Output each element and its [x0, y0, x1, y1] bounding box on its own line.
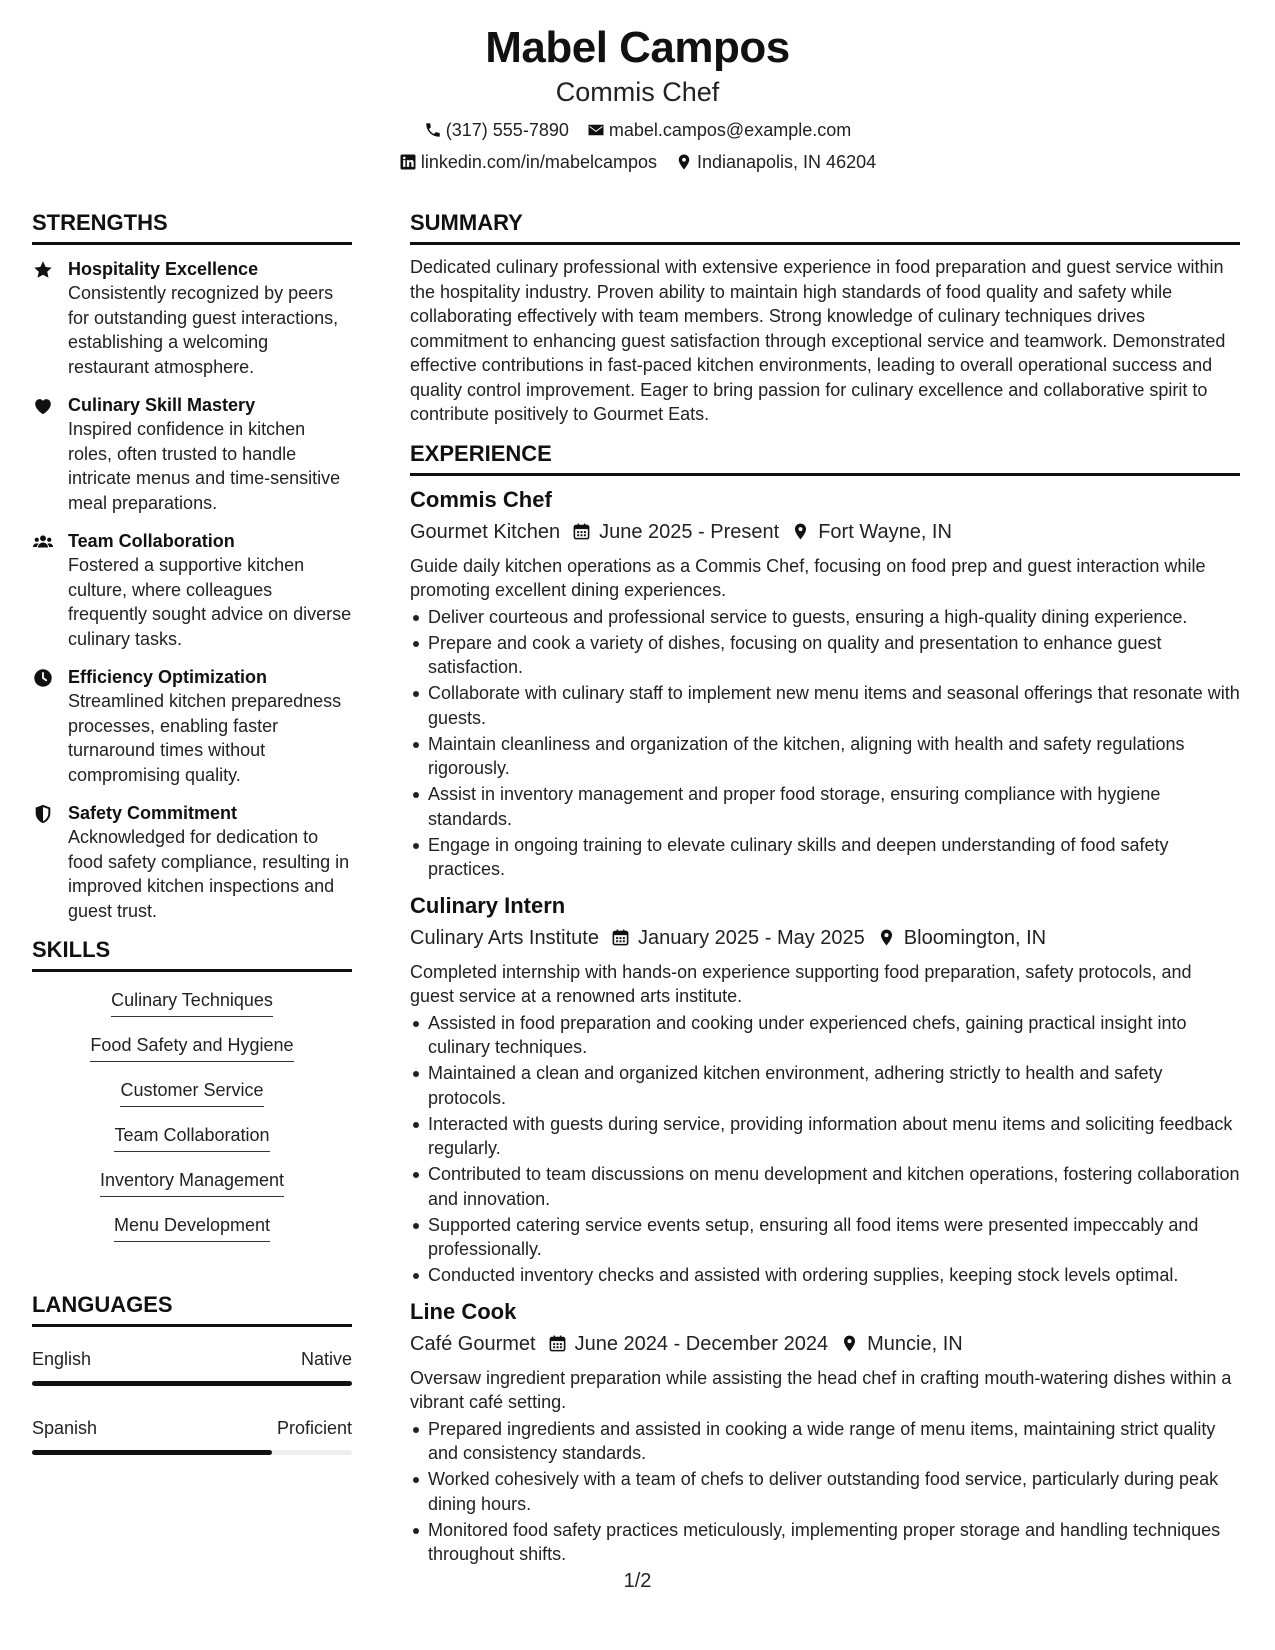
strength-title: Hospitality Excellence: [68, 259, 259, 279]
strengths-heading: STRENGTHS: [32, 210, 352, 245]
experience-heading: EXPERIENCE: [410, 441, 1240, 476]
skill-tag: Menu Development: [114, 1213, 270, 1242]
job-bullets: [410, 605, 1240, 882]
job-location: Muncie, IN: [867, 1332, 963, 1355]
strength-item: [32, 665, 352, 787]
strength-item: [32, 257, 352, 379]
job-bullet: Collaborate with culinary staff to implement new menu items and seasonal offerings that resonate with guests.: [410, 681, 1240, 730]
map-pin-icon: [791, 522, 810, 541]
job-company: Gourmet Kitchen: [410, 520, 561, 543]
calendar-icon: [548, 1334, 567, 1353]
map-pin-icon: [877, 928, 896, 947]
strength-item: [32, 529, 352, 651]
language-level: Native: [300, 1349, 352, 1369]
email-text[interactable]: mabel.campos@example.com: [608, 120, 852, 140]
job-location: Fort Wayne, IN: [818, 520, 952, 543]
contact-row-2: [0, 150, 1275, 174]
skill-tag: Culinary Techniques: [111, 988, 273, 1017]
linkedin-text[interactable]: linkedin.com/in/mabelcampos: [420, 152, 657, 172]
skills-section: [32, 937, 352, 1258]
contact-linkedin[interactable]: [399, 150, 657, 174]
job-bullet: Contributed to team discussions on menu development and kitchen operations, fostering collaboration and innovation.: [410, 1162, 1240, 1211]
strength-desc: Streamlined kitchen preparedness processes, enabling faster turnaround times without compromising quality.: [68, 691, 342, 785]
job-bullet: Engage in ongoing training to elevate culinary skills and deepen understanding of food safety practices.: [410, 833, 1240, 882]
candidate-role: Commis Chef: [555, 77, 720, 107]
strength-item: [32, 393, 352, 515]
job-location: Bloomington, IN: [903, 926, 1047, 949]
job-title: Commis Chef: [410, 486, 552, 512]
language-name: Spanish: [32, 1418, 98, 1438]
star-icon: [32, 259, 54, 281]
contact-location: [675, 150, 876, 174]
job-description: Completed internship with hands-on experience supporting food preparation, safety protocols, and guest service at a renowned arts institute.: [410, 961, 1192, 1006]
strength-desc: Acknowledged for dedication to food safety compliance, resulting in improved kitchen inspections and guest trust.: [68, 827, 350, 921]
strength-title: Efficiency Optimization: [68, 667, 268, 687]
strength-title: Team Collaboration: [68, 531, 235, 551]
job-bullets: [410, 1417, 1240, 1567]
calendar-icon: [572, 522, 591, 541]
job-dates: January 2025 - May 2025: [637, 926, 865, 949]
job-entry: [410, 1298, 1240, 1567]
languages-section: [32, 1292, 352, 1455]
phone-text: (317) 555-7890: [445, 120, 569, 140]
job-title: Culinary Intern: [410, 892, 566, 918]
summary-section: [410, 210, 1240, 427]
job-bullet: Maintained a clean and organized kitchen environment, adhering strictly to health and safety protocols.: [410, 1061, 1240, 1110]
skill-tag: Customer Service: [120, 1078, 263, 1107]
skill-tag: Food Safety and Hygiene: [90, 1033, 293, 1062]
experience-section: [410, 441, 1240, 1567]
job-bullets: [410, 1011, 1240, 1288]
job-bullet: Assisted in food preparation and cooking under experienced chefs, gaining practical insight into culinary techniques.: [410, 1011, 1240, 1060]
resume-header: [0, 22, 1275, 174]
language-bar: [32, 1381, 352, 1386]
job-bullet: Conducted inventory checks and assisted with ordering supplies, keeping stock levels optimal.: [410, 1263, 1240, 1288]
heart-icon: [32, 395, 54, 417]
strength-desc: Fostered a supportive kitchen culture, where colleagues frequently sought advice on diverse culinary tasks.: [68, 555, 352, 649]
job-bullet: Worked cohesively with a team of chefs to deliver outstanding food service, particularly during peak dining hours.: [410, 1467, 1240, 1516]
envelope-icon: [587, 121, 605, 139]
calendar-icon: [611, 928, 630, 947]
job-entry: [410, 892, 1240, 1288]
language-level: Proficient: [276, 1418, 352, 1438]
strength-item: [32, 801, 352, 923]
strength-desc: Consistently recognized by peers for outstanding guest interactions, establishing a welcoming restaurant atmosphere.: [68, 283, 339, 377]
skill-tag: Inventory Management: [100, 1168, 284, 1197]
job-title: Line Cook: [410, 1298, 517, 1324]
job-bullet: Supported catering service events setup, ensuring all food items were presented impeccably and professionally.: [410, 1213, 1240, 1262]
map-pin-icon: [840, 1334, 859, 1353]
language-bar-fill: [32, 1381, 352, 1386]
users-icon: [32, 531, 54, 553]
linkedin-icon: [399, 153, 417, 171]
job-bullet: Maintain cleanliness and organization of the kitchen, aligning with health and safety regulations rigorously.: [410, 732, 1240, 781]
language-item: [32, 1416, 352, 1455]
summary-heading: SUMMARY: [410, 210, 1240, 245]
job-meta: [410, 1330, 1240, 1358]
job-bullet: Monitored food safety practices meticulously, implementing proper storage and handling techniques throughout shifts.: [410, 1518, 1240, 1567]
left-column: [32, 210, 352, 1455]
strength-desc: Inspired confidence in kitchen roles, often trusted to handle intricate menus and time-sensitive meal preparations.: [68, 419, 341, 513]
job-bullet: Prepare and cook a variety of dishes, focusing on quality and presentation to enhance guest satisfaction.: [410, 631, 1240, 680]
job-company: Café Gourmet: [410, 1332, 536, 1355]
summary-text: Dedicated culinary professional with extensive experience in food preparation and guest service within the hospitality industry. Proven ability to maintain high standards of food quality and safety while collaborating effectively with team members. Strong knowledge of culinary techniques drives commitment to enhancing guest satisfaction through exceptional service and teamwork. Demonstrated effective contributions in fast-paced kitchen environments, leading to overall operational success and quality control improvement. Eager to bring passion for culinary excellence and collaborative spirit to contribute positively to Gourmet Eats.: [410, 257, 1226, 424]
languages-heading: LANGUAGES: [32, 1292, 352, 1327]
job-description: Oversaw ingredient preparation while assisting the head chef in crafting mouth-watering dishes within a vibrant café setting.: [410, 1367, 1232, 1412]
job-bullet: Prepared ingredients and assisted in cooking a wide range of menu items, maintaining strict quality and consistency standards.: [410, 1417, 1240, 1466]
strength-title: Safety Commitment: [68, 803, 238, 823]
candidate-name: Mabel Campos: [485, 23, 790, 72]
strength-title: Culinary Skill Mastery: [68, 395, 256, 415]
strengths-section: [32, 210, 352, 923]
clock-icon: [32, 667, 54, 689]
job-description: Guide daily kitchen operations as a Commis Chef, focusing on food prep and guest interaction while promoting excellent dining experiences.: [410, 555, 1206, 600]
job-entry: [410, 486, 1240, 882]
phone-icon: [424, 121, 442, 139]
skills-heading: SKILLS: [32, 937, 352, 972]
language-bar: [32, 1450, 352, 1455]
contact-row-1: [0, 118, 1275, 142]
job-bullet: Assist in inventory management and proper food storage, ensuring compliance with hygiene standards.: [410, 782, 1240, 831]
shield-icon: [32, 803, 54, 825]
job-bullet: Deliver courteous and professional service to guests, ensuring a high-quality dining experience.: [410, 605, 1240, 630]
language-item: [32, 1347, 352, 1386]
job-dates: June 2025 - Present: [599, 520, 780, 543]
job-bullet: Interacted with guests during service, providing information about menu items and soliciting feedback regularly.: [410, 1112, 1240, 1161]
language-bar-fill: [32, 1450, 272, 1455]
language-name: English: [32, 1349, 92, 1369]
location-text: Indianapolis, IN 46204: [696, 152, 877, 172]
job-meta: [410, 924, 1240, 952]
contact-phone: [424, 118, 569, 142]
job-dates: June 2024 - December 2024: [574, 1332, 829, 1355]
page-number: 1/2: [623, 1570, 652, 1592]
job-company: Culinary Arts Institute: [410, 926, 599, 949]
map-pin-icon: [675, 153, 693, 171]
contact-email[interactable]: [587, 118, 851, 142]
job-meta: [410, 518, 1240, 546]
skill-tag: Team Collaboration: [114, 1123, 269, 1152]
right-column: [410, 210, 1240, 1568]
